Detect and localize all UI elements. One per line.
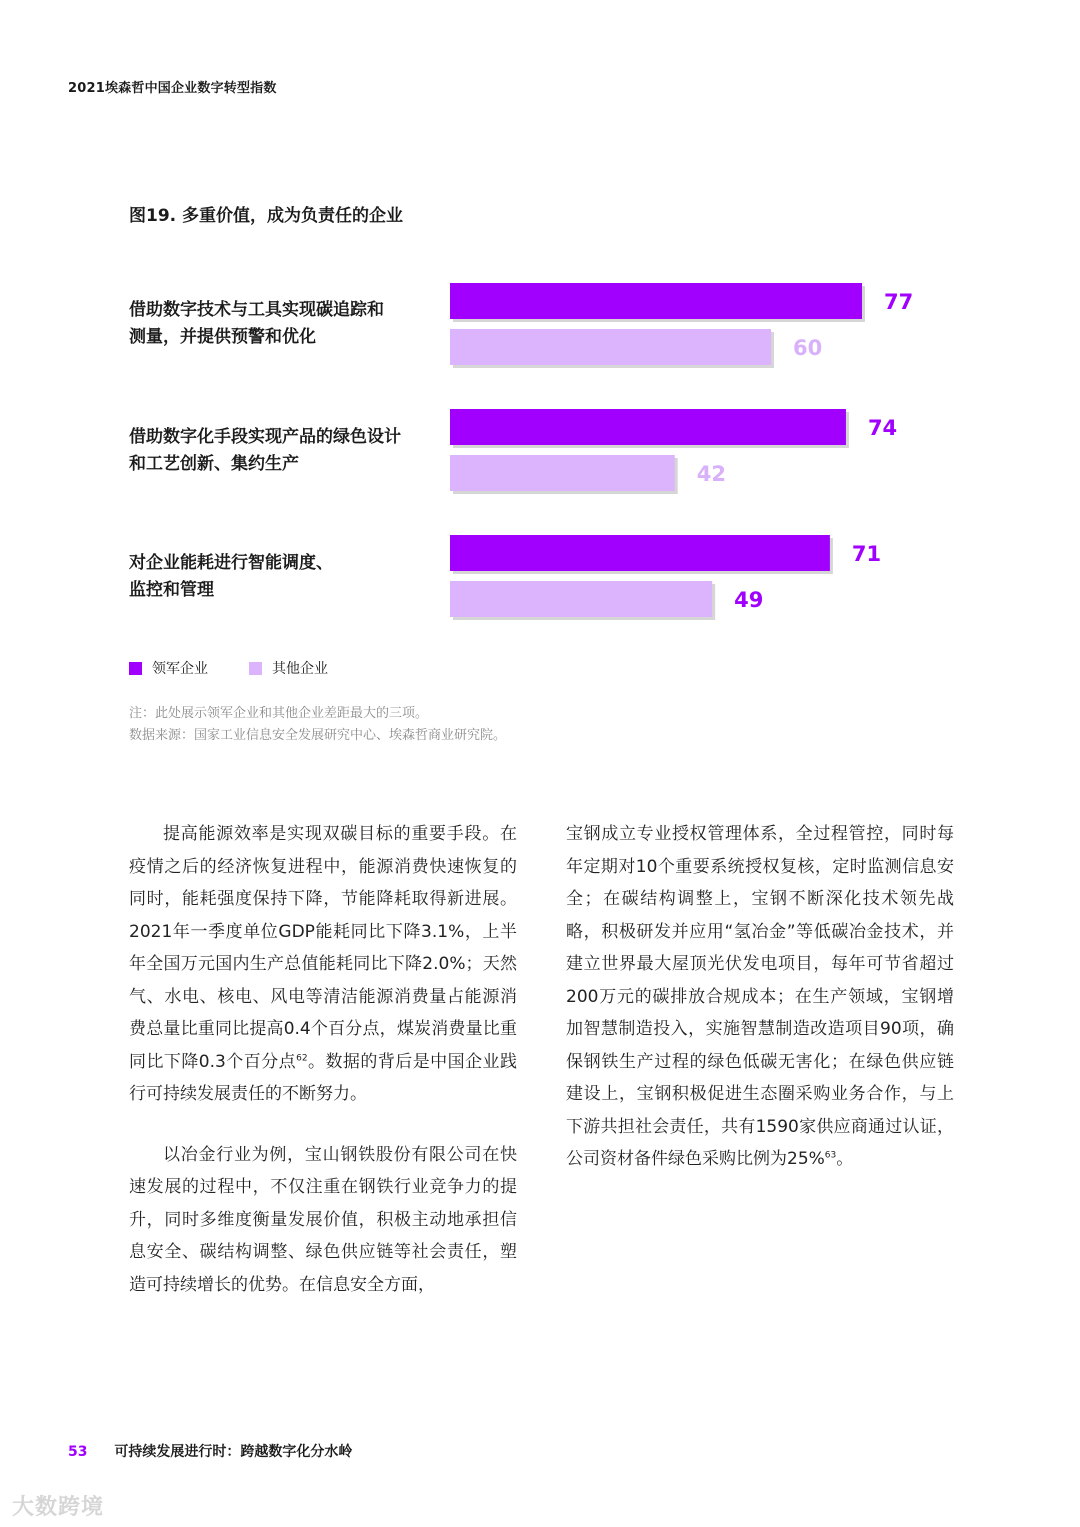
legend-swatch-other [249, 662, 262, 675]
category-label-2-line-2: 和工艺创新、集约生产 [129, 454, 299, 474]
figure-note: 注：此处展示领军企业和其他企业差距最大的三项。 [129, 706, 429, 721]
category-label-2-line-1: 借助数字化手段实现产品的绿色设计 [129, 427, 401, 447]
value-label-other-3: 49 [734, 588, 764, 612]
legend-label-other: 其他企业 [272, 661, 328, 677]
category-label-1 [129, 297, 439, 351]
category-label-3-line-1: 对企业能耗进行智能调度、 [129, 553, 333, 573]
body-paragraph-3-text: 宝钢成立专业授权管理体系，全过程管控，同时每年定期对10个重要系统授权复核，定时监测信息安全；在碳结构调整上，宝钢不断深化技术领先战略，积极研发并应用“氢冶金”等低碳冶金技术，并建立世界最大屋顶光伏发电项目，每年可节省超过200万元的碳排放合规成本；在生产领域，宝钢增加智慧制造投入，实施智慧制造改造项目90项，确保钢铁生产过程的绿色低碳无害化；在绿色供应链建设上，宝钢积极促进生态圈采购业务合作，与上下游共担社会责任，共有1590家供应商通过认证，公司资材备件绿色采购比例为25% [566, 824, 954, 1169]
figure-notes [129, 703, 506, 747]
category-label-1-line-2: 测量，并提供预警和优化 [129, 327, 316, 347]
value-label-other-2: 42 [696, 462, 726, 486]
body-column-right [566, 818, 954, 1176]
body-paragraph-1 [129, 818, 517, 1111]
body-paragraph-3-tail: 。 [836, 1149, 854, 1169]
report-title: 2021埃森哲中国企业数字转型指数 [68, 81, 277, 96]
value-label-leader-2: 74 [867, 416, 898, 440]
value-label-other-1: 60 [793, 336, 823, 360]
body-paragraph-1-text: 提高能源效率是实现双碳目标的重要手段。在疫情之后的经济恢复进程中，能源消费快速恢复的同时，能耗强度保持下降，节能降耗取得新进展。2021年一季度单位GDP能耗同比下降3.1%，上半年全国万元国内生产总值能耗同比下降2.0%；天然气、水电、核电、风电等清洁能源消费量占能源消费总量比重同比提高0.4个百分点，煤炭消费量比重同比下降0.3个百分点 [129, 824, 517, 1072]
bar-leader-2 [450, 409, 846, 445]
footer-section-title: 可持续发展进行时：跨越数字化分水岭 [114, 1444, 353, 1460]
bar-leader-1 [450, 283, 862, 319]
category-label-3 [129, 550, 439, 604]
category-label-1-line-1: 借助数字技术与工具实现碳追踪和 [129, 300, 384, 320]
body-paragraph-1-tail: 。数据的背后是中国企业践行可持续发展责任的不断努力。 [129, 1051, 517, 1104]
bar-other-2 [450, 455, 675, 491]
body-paragraph-3 [566, 818, 954, 1176]
value-label-leader-3: 71 [851, 542, 882, 566]
body-paragraph-2: 以冶金行业为例，宝山钢铁股份有限公司在快速发展的过程中，不仅注重在钢铁行业竞争力的提升，同时多维度衡量发展价值，积极主动地承担信息安全、碳结构调整、绿色供应链等社会责任，塑造可持续增长的优势。在信息安全方面， [129, 1144, 517, 1295]
figure-title: 图19. 多重价值，成为负责任的企业 [129, 206, 404, 226]
bar-other-1 [450, 329, 771, 365]
value-label-leader-1: 77 [884, 290, 914, 314]
figure-source: 数据来源：国家工业信息安全发展研究中心、埃森哲商业研究院。 [129, 728, 507, 743]
watermark-text: 大数跨境 [12, 1495, 105, 1520]
bar-leader-3 [450, 535, 830, 571]
legend-item-other [249, 658, 328, 678]
footnote-ref-62[interactable]: 62 [296, 1052, 308, 1063]
page-number: 53 [68, 1444, 88, 1460]
category-label-2 [129, 424, 439, 478]
page-footer [68, 1441, 352, 1461]
body-column-left [129, 818, 517, 1301]
legend-swatch-leader [129, 662, 142, 675]
bar-other-3 [450, 581, 712, 617]
footnote-ref-63[interactable]: 63 [824, 1150, 837, 1161]
legend-label-leader: 领军企业 [152, 661, 208, 677]
legend-item-leader [129, 658, 208, 678]
watermark-logo [12, 1490, 104, 1521]
category-label-3-line-2: 监控和管理 [129, 580, 214, 600]
